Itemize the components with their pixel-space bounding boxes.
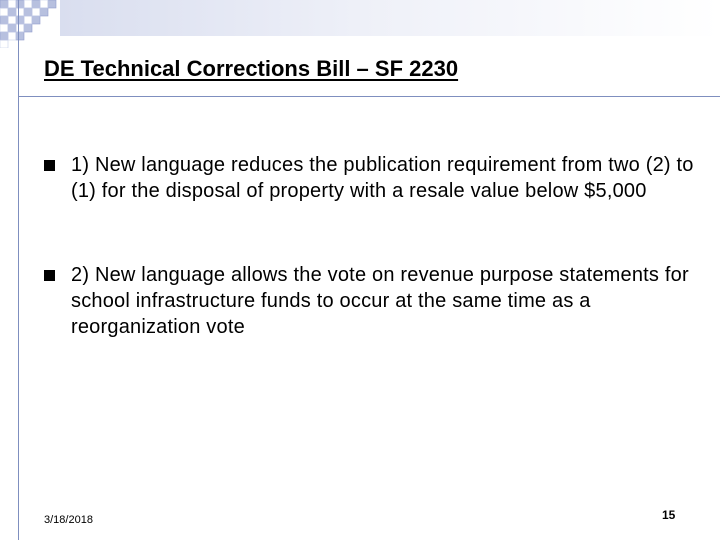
checker-decoration [0,0,64,48]
bullet-text: 1) New language reduces the publication requirement from two (2) to (1) for the disposal of property with a resale value below $5,000 [71,154,694,202]
slide-title: DE Technical Corrections Bill – SF 2230 [44,56,459,81]
bullet-item [44,262,694,340]
left-rule-line [18,0,19,540]
bullet-list [44,152,694,398]
bullet-item [44,152,694,204]
page-number: 15 [662,508,676,522]
footer-date: 3/18/2018 [44,514,93,526]
bullet-text: 2) New language allows the vote on revenue purpose statements for school infrastructure funds to occur at the same time as a reorganization vote [71,264,689,338]
square-bullet-icon [44,160,55,171]
header-gradient-band [60,0,720,36]
title-rule-line [18,96,720,97]
square-bullet-icon [44,270,55,281]
